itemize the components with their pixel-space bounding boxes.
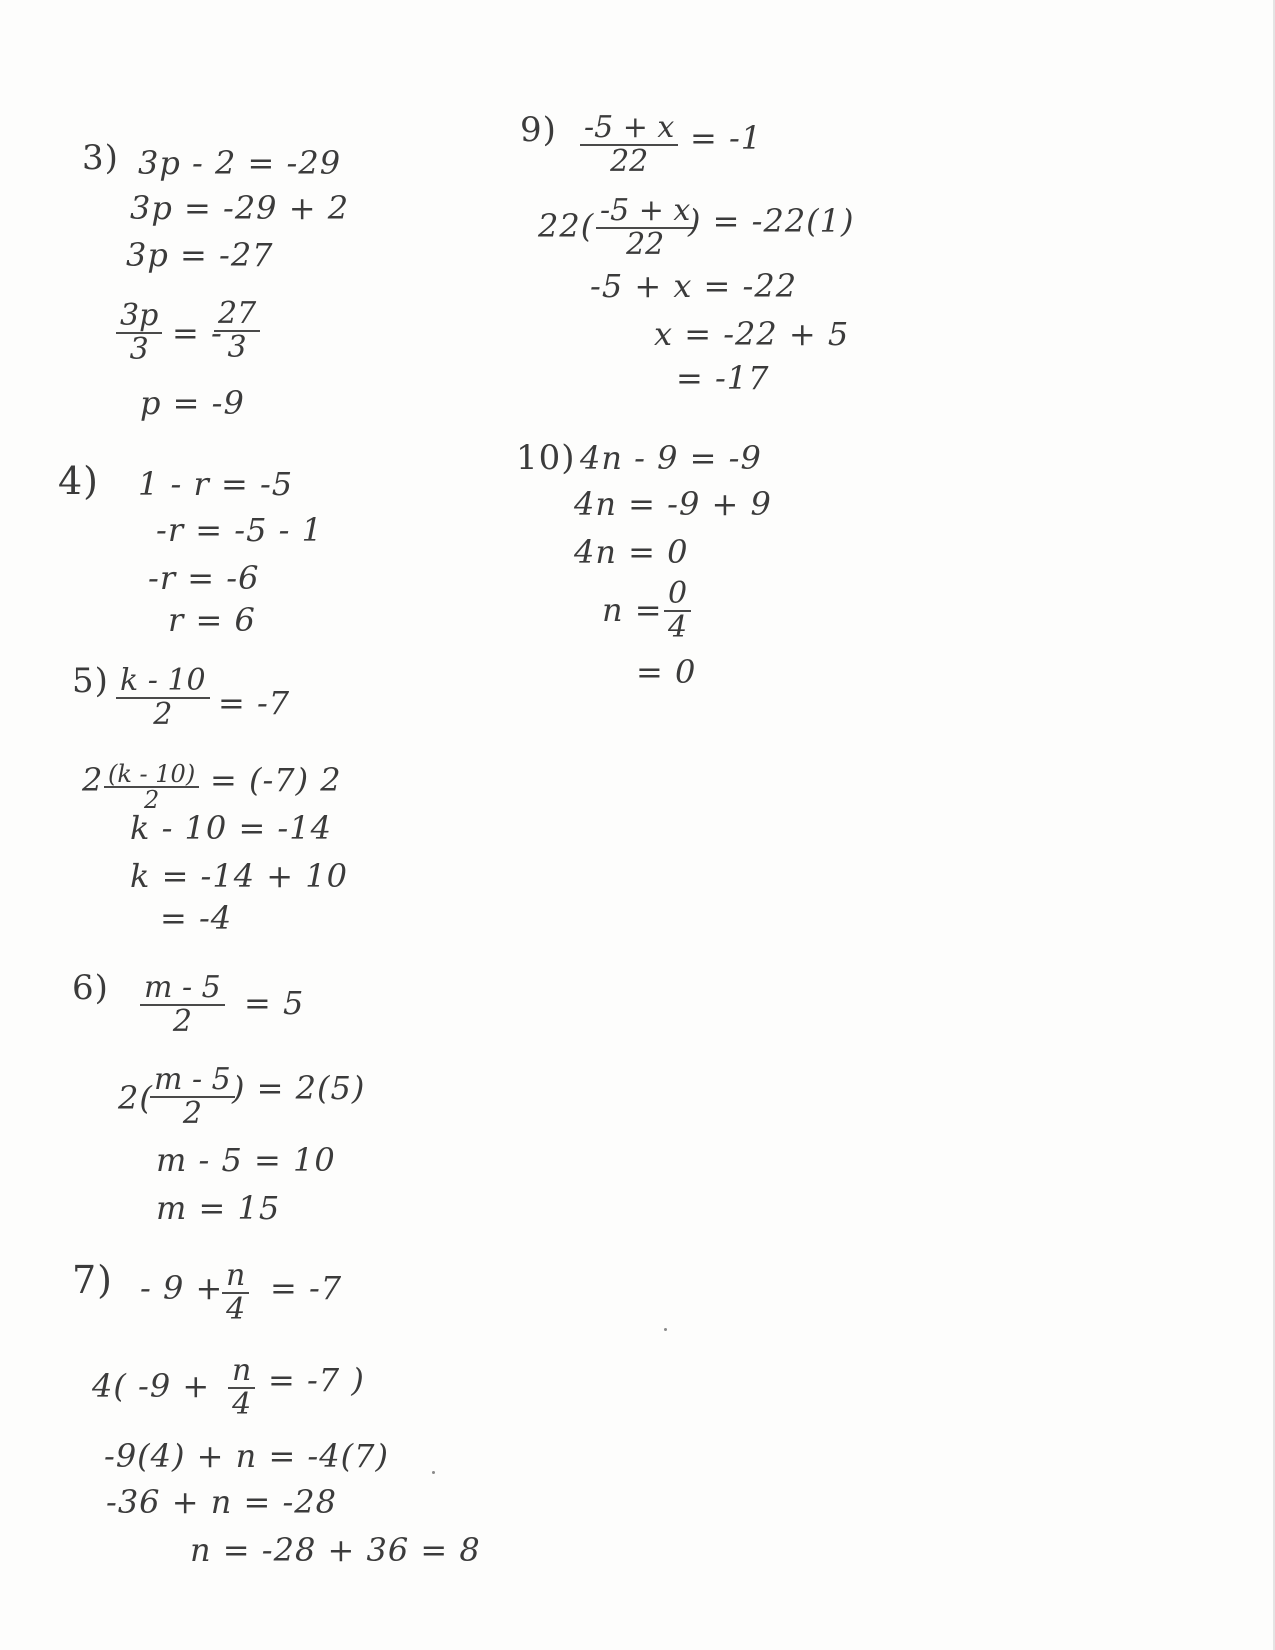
problem-6-answer: m = 15 (156, 1189, 281, 1227)
fraction-numerator: 27 (214, 298, 260, 332)
problem-3-fraction-left (116, 300, 162, 366)
fraction-denominator: 3 (129, 332, 149, 367)
fraction-denominator: 4 (226, 1292, 246, 1327)
scan-speck (432, 1471, 435, 1474)
problem-5-step-2-fraction (104, 762, 199, 812)
problem-9-step-2-rhs: ) = -22(1) (688, 202, 855, 240)
problem-4-step-3: -r = -6 (148, 559, 260, 597)
problem-6-fraction (140, 972, 225, 1038)
fraction-numerator: m - 5 (140, 972, 225, 1006)
problem-9-step-2-prefix: 22( (538, 207, 595, 245)
problem-5-answer: = -4 (160, 899, 233, 937)
fraction-numerator: n (222, 1260, 249, 1294)
problem-6-step-2-prefix: 2( (118, 1079, 153, 1117)
problem-7-step-4: -36 + n = -28 (106, 1483, 337, 1521)
problem-4-answer: r = 6 (168, 601, 256, 639)
problem-10-step-4-fraction (664, 578, 691, 644)
fraction-denominator: 2 (143, 786, 160, 814)
problem-6-step-3: m - 5 = 10 (156, 1141, 336, 1179)
problem-5-step-2-rhs: = (-7) 2 (210, 761, 342, 799)
problem-7-label: 7) (72, 1258, 114, 1302)
problem-5-step-3: k - 10 = -14 (130, 809, 332, 847)
problem-3-answer: p = -9 (140, 384, 245, 422)
problem-10-step-3: 4n = 0 (574, 533, 689, 571)
problem-10-answer: = 0 (636, 653, 697, 691)
problem-7-step-1-rhs: = -7 (270, 1269, 343, 1307)
fraction-numerator: -5 + x (580, 112, 678, 146)
problem-5-step-2-prefix: 2 (82, 761, 104, 799)
problem-10-step-4-prefix: n = (602, 591, 663, 629)
problem-10-step-2: 4n = -9 + 9 (574, 485, 772, 523)
problem-3-step-3: 3p = -27 (126, 236, 274, 274)
problem-7-step-2-prefix: 4( -9 + (92, 1367, 211, 1405)
problem-3-step-2: 3p = -29 + 2 (130, 189, 350, 227)
problem-7-step-1-fraction (222, 1260, 249, 1326)
problem-7-answer: n = -28 + 36 = 8 (190, 1531, 481, 1569)
fraction-denominator: 2 (182, 1096, 202, 1131)
problem-6-label: 6) (72, 968, 109, 1008)
problem-9-rhs: = -1 (690, 119, 763, 157)
problem-4-label: 4) (58, 459, 100, 503)
problem-7-step-2-rhs: = -7 ) (268, 1361, 365, 1399)
problem-3-equals: = - (172, 314, 223, 352)
fraction-numerator: 3p (116, 300, 162, 334)
problem-9-step-4: x = -22 + 5 (654, 315, 850, 353)
problem-9-answer: = -17 (676, 359, 770, 397)
problem-9-step-3: -5 + x = -22 (590, 267, 798, 305)
problem-6-step-2-rhs: ) = 2(5) (232, 1069, 366, 1107)
fraction-numerator: -5 + x (596, 195, 694, 229)
problem-9-step-2-fraction (596, 195, 694, 261)
fraction-numerator: n (228, 1355, 255, 1389)
problem-3-label: 3) (82, 138, 119, 178)
fraction-denominator: 4 (668, 610, 688, 645)
problem-5-label: 5) (72, 661, 109, 701)
problem-9-fraction (580, 112, 678, 178)
problem-3-step-1: 3p - 2 = -29 (138, 144, 342, 182)
fraction-denominator: 3 (227, 330, 247, 365)
fraction-numerator: 0 (664, 578, 691, 612)
problem-4-step-1: 1 - r = -5 (138, 465, 294, 503)
problem-5-step-4: k = -14 + 10 (130, 857, 348, 895)
fraction-denominator: 22 (626, 227, 665, 262)
scan-speck (664, 1328, 667, 1331)
problem-5-fraction (116, 665, 210, 731)
fraction-denominator: 2 (153, 697, 173, 732)
fraction-denominator: 4 (232, 1387, 252, 1422)
problem-9-label: 9) (520, 110, 557, 150)
problem-10-step-1: 4n - 9 = -9 (580, 439, 762, 477)
fraction-denominator: 22 (610, 144, 649, 179)
fraction-numerator: m - 5 (150, 1064, 235, 1098)
problem-7-step-1-prefix: - 9 + (140, 1269, 224, 1307)
problem-3-fraction-right (214, 298, 260, 364)
fraction-numerator: k - 10 (116, 665, 210, 699)
problem-10-label: 10) (516, 438, 576, 478)
fraction-denominator: 2 (172, 1004, 192, 1039)
problem-6-rhs: = 5 (244, 984, 305, 1022)
problem-7-step-3: -9(4) + n = -4(7) (104, 1437, 389, 1475)
fraction-numerator: (k - 10) (104, 762, 199, 788)
problem-5-rhs: = -7 (218, 684, 291, 722)
problem-6-step-2-fraction (150, 1064, 235, 1130)
problem-7-step-2-fraction (228, 1355, 255, 1421)
problem-4-step-2: -r = -5 - 1 (156, 511, 323, 549)
